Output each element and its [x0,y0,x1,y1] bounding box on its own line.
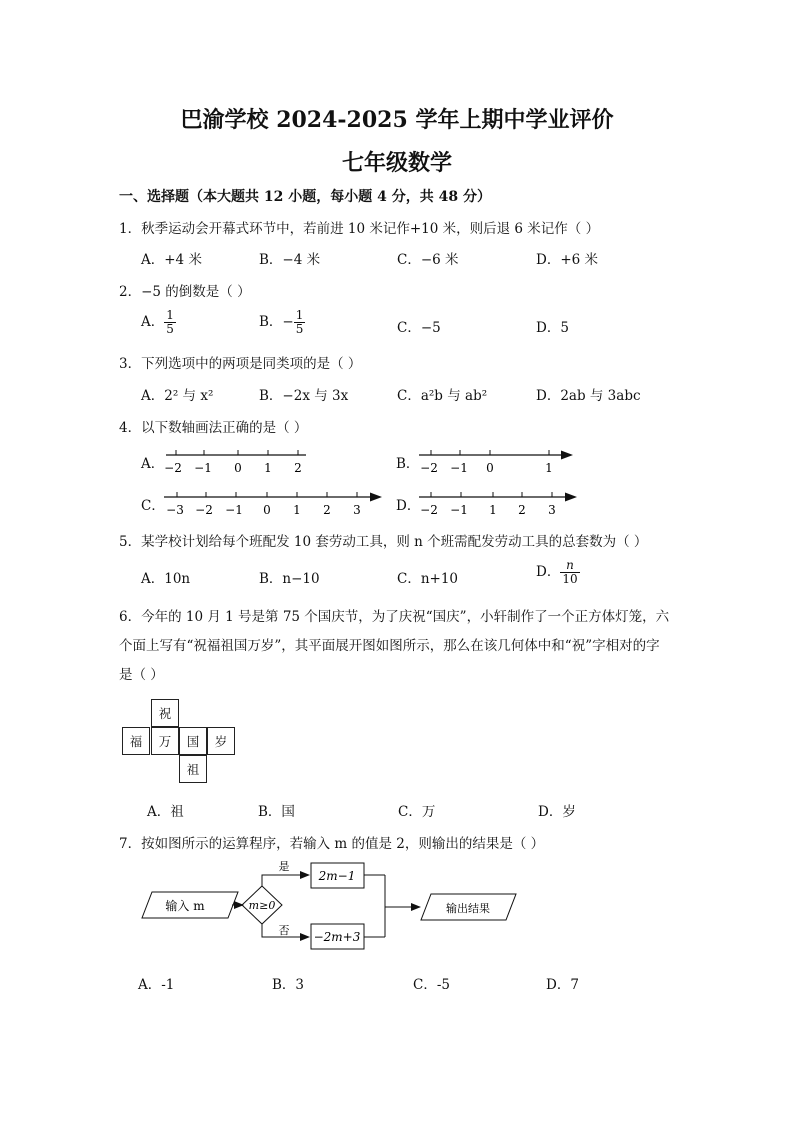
axis-d-tick-label: −1 [450,503,468,517]
axis-c-tick-label: 0 [263,503,271,517]
flow-yes-label: 是 [278,860,290,873]
fraction-denominator: 5 [295,322,304,336]
q2-option-a-prefix: A． [141,314,165,330]
fraction-denominator: 5 [166,322,174,336]
net-cell-bottom: 祖 [179,755,207,783]
q5-option-c: C．n+10 [397,571,459,587]
q3-option-a: A．2² 与 x² [141,388,214,404]
axis-c-tick-label: 3 [353,503,361,517]
number-line-d [415,486,580,520]
flow-no-box-label: −2m+3 [313,930,361,944]
question-2-stem: 2．−5 的倒数是（ ） [119,284,251,300]
q6-option-c: C．万 [398,804,436,820]
q1-option-d: D．+6 米 [536,252,599,268]
q5-option-d [536,559,580,586]
q4-option-d: D． [396,498,421,514]
axis-b-tick-label: 1 [545,461,553,475]
net-cell-center: 万 [151,727,179,755]
number-line-c [160,486,385,520]
net-cell-right-2: 岁 [207,727,235,755]
q6-option-a: A．祖 [147,804,184,820]
axis-b-tick-label: 0 [486,461,494,475]
axis-b-tick-label: −1 [450,461,468,475]
axis-a-tick-label: 2 [294,461,302,475]
page-subtitle: 七年级数学 [341,150,452,176]
axis-c-tick-label: 2 [323,503,331,517]
flowchart [138,858,528,953]
net-cell-left: 福 [122,727,150,755]
fraction-numerator: n [560,559,579,573]
flow-condition-label: m≥0 [248,899,276,912]
axis-d-tick-label: −2 [420,503,438,517]
q3-option-b: B．−2x 与 3x [259,388,349,404]
number-line-a [160,444,310,478]
axis-d-tick-label: 2 [518,503,526,517]
axis-b-tick-label: −2 [420,461,438,475]
q3-option-d: D．2ab 与 3abc [536,388,641,404]
q2-option-b-fraction [294,309,306,336]
axis-a-tick-label: 1 [264,461,272,475]
q4-option-a: A． [141,456,165,472]
q6-option-b: B．国 [258,804,295,820]
q1-option-c: C．−6 米 [397,252,459,268]
axis-a-tick-label: −1 [194,461,212,475]
q7-option-c: C．-5 [413,977,450,993]
q4-option-b: B． [396,456,420,472]
q2-option-b-prefix: B．− [259,314,294,330]
q4-option-c: C． [141,498,165,514]
axis-d-tick-label: 3 [548,503,556,517]
q7-option-d: D．7 [546,977,579,993]
q2-option-c: C．−5 [397,320,441,336]
q6-option-d: D．岁 [538,804,576,820]
q2-option-d: D．5 [536,320,569,336]
axis-c-tick-label: −3 [166,503,184,517]
question-6-stem-line-2: 个面上写有“祝福祖国万岁”，其平面展开图如图所示，那么在该几何体中和“祝”字相对的字 [119,638,660,654]
q7-option-b: B．3 [272,977,305,993]
q2-option-a [141,309,176,336]
question-1-stem: 1．秋季运动会开幕式环节中，若前进 10 米记作+10 米，则后退 6 米记作（ ） [119,221,600,237]
q5-option-d-fraction [560,559,579,586]
fraction-numerator: 1 [166,308,174,322]
question-7-stem: 7．按如图所示的运算程序，若输入 m 的值是 2，则输出的结果是（ ） [119,836,545,852]
net-cell-right-1: 国 [179,727,207,755]
axis-c-tick-label: 1 [293,503,301,517]
net-cell-top: 祝 [151,699,179,727]
q5-option-d-prefix: D． [536,564,561,580]
q1-option-b: B．−4 米 [259,252,321,268]
axis-a-tick-label: 0 [234,461,242,475]
q5-option-a: A．10n [141,571,191,587]
axis-d-tick-label: 1 [489,503,497,517]
q2-option-b [259,309,305,336]
flow-no-label: 否 [278,924,290,937]
axis-c-tick-label: −2 [195,503,213,517]
question-4-stem: 4．以下数轴画法正确的是（ ） [119,420,308,436]
q7-option-a: A．-1 [138,977,175,993]
q1-option-a: A．+4 米 [141,252,202,268]
number-line-b [415,444,575,478]
fraction-denominator: 10 [562,572,578,586]
flow-yes-box-label: 2m−1 [318,869,356,883]
section-heading: 一、选择题（本大题共 12 小题，每小题 4 分，共 48 分） [119,189,491,205]
question-6-stem-line-3: 是（ ） [119,667,164,683]
fraction-numerator: 1 [295,308,304,322]
page-title: 巴渝学校 2024-2025 学年上期中学业评价 [180,107,614,133]
question-6-stem-line-1: 6．今年的 10 月 1 号是第 75 个国庆节，为了庆祝“国庆”，小轩制作了一个正方体灯笼，六 [119,609,670,625]
q5-option-b: B．n−10 [259,571,320,587]
q2-option-a-fraction [164,309,176,336]
question-3-stem: 3．下列选项中的两项是同类项的是（ ） [119,356,362,372]
flow-output-label: 输出结果 [446,902,490,915]
q3-option-c: C．a²b 与 ab² [397,388,488,404]
flow-arrow-input [234,901,246,911]
axis-a-tick-label: −2 [164,461,182,475]
flow-input-label: 输入 m [165,899,205,913]
axis-c-tick-label: −1 [225,503,243,517]
question-5-stem: 5．某学校计划给每个班配发 10 套劳动工具，则 n 个班需配发劳动工具的总套数为（ ） [119,534,648,550]
